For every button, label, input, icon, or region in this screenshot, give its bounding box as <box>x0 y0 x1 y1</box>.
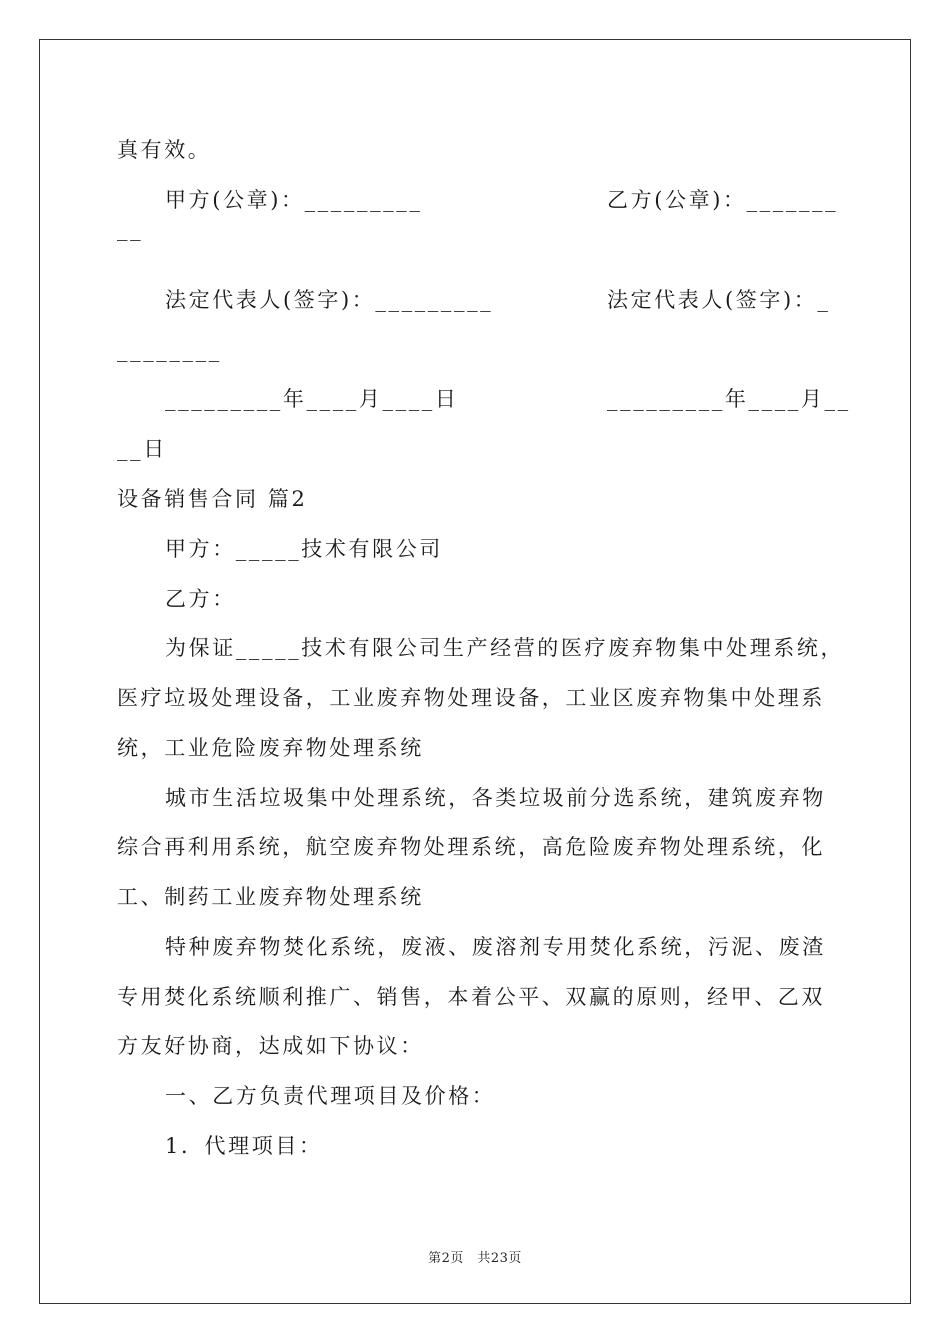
paragraph-line: 医疗垃圾处理设备，工业废弃物处理设备，工业区废弃物集中处理系 <box>117 686 825 710</box>
party-b-seal-line: 乙方(公章)：_______ <box>607 188 839 212</box>
paragraph-line: 工、制药工业废弃物处理系统 <box>117 885 424 909</box>
page-number: 第2页 共23页 <box>428 1251 522 1266</box>
clause-heading: 一、乙方负责代理项目及价格： <box>165 1084 496 1108</box>
clause-item: 1．代理项目： <box>165 1134 323 1158</box>
party-a-date-line: _________年____月____日 <box>165 387 459 411</box>
paragraph-line: 城市生活垃圾集中处理系统，各类垃圾前分选系统，建筑废弃物 <box>165 786 826 810</box>
text-line: ________ <box>117 338 222 362</box>
paragraph-line: 为保证_____技术有限公司生产经营的医疗废弃物集中处理系统， <box>165 636 845 660</box>
paragraph-line: 特种废弃物焚化系统，废液、废溶剂专用焚化系统，污泥、废渣 <box>165 935 826 959</box>
party-a-representative-line: 法定代表人(签字)：_________ <box>165 288 494 312</box>
party-b-line: 乙方： <box>165 587 236 611</box>
text-line: __日 <box>117 437 167 461</box>
paragraph-line: 综合再利用系统，航空废弃物处理系统，高危险废弃物处理系统，化 <box>117 835 825 859</box>
party-b-representative-line: 法定代表人(签字)：_ <box>607 288 831 312</box>
party-a-seal-line: 甲方(公章)：_________ <box>165 188 423 212</box>
text-line: 真有效。 <box>117 138 212 162</box>
party-b-date-line: _________年____月__ <box>607 387 851 411</box>
paragraph-line: 方友好协商，达成如下协议： <box>117 1034 424 1058</box>
paragraph-line: 统，工业危险废弃物处理系统 <box>117 736 424 760</box>
paragraph-line: 专用焚化系统顺利推广、销售，本着公平、双赢的原则，经甲、乙双 <box>117 985 825 1009</box>
page-border <box>39 39 911 1304</box>
party-a-line: 甲方：_____技术有限公司 <box>165 537 443 561</box>
text-line: __ <box>117 217 144 241</box>
section-title: 设备销售合同 篇2 <box>117 487 308 511</box>
